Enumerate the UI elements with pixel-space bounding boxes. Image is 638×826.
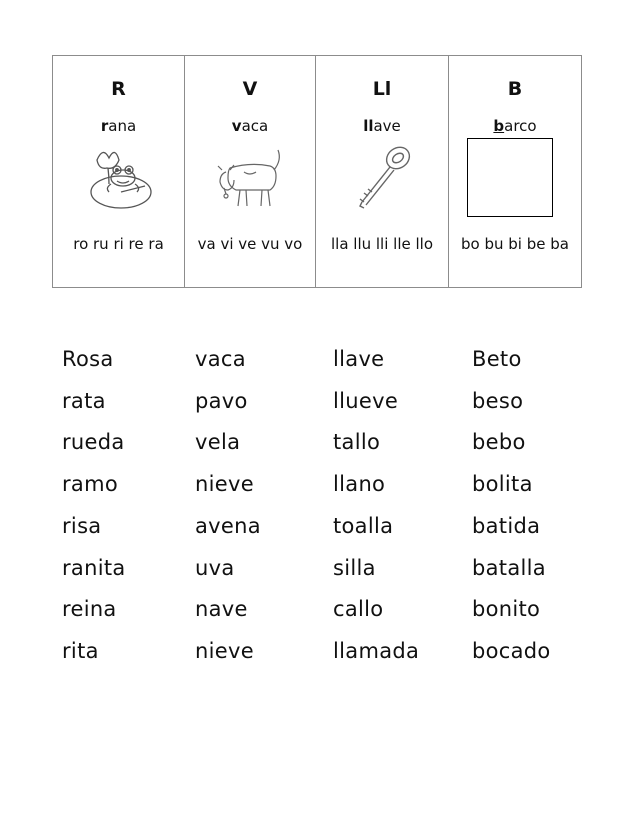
list-item: nieve bbox=[195, 638, 254, 663]
letter-table bbox=[52, 55, 582, 288]
list-item: batalla bbox=[472, 555, 546, 580]
word-list-ll bbox=[333, 339, 419, 673]
list-item: vaca bbox=[195, 347, 246, 371]
word-rest: ave bbox=[373, 117, 401, 135]
word-list-b bbox=[472, 339, 551, 673]
list-item: callo bbox=[333, 597, 384, 622]
list-item: bolita bbox=[472, 472, 533, 497]
key-icon bbox=[316, 138, 448, 218]
word-rest: aca bbox=[241, 117, 269, 135]
list-item: avena bbox=[195, 513, 261, 538]
list-item: toalla bbox=[333, 513, 394, 538]
column-ll bbox=[316, 56, 449, 287]
list-item: rata bbox=[62, 388, 106, 413]
list-item: llamada bbox=[333, 638, 420, 663]
list-item: nave bbox=[195, 597, 248, 622]
empty-picture-box bbox=[467, 138, 553, 217]
list-item: bocado bbox=[472, 638, 551, 663]
list-item: bonito bbox=[472, 597, 541, 622]
frog-on-lilypad-icon bbox=[53, 138, 184, 218]
example-word bbox=[449, 116, 581, 136]
list-item: vela bbox=[195, 430, 241, 455]
list-item: pavo bbox=[195, 388, 248, 413]
list-item: risa bbox=[62, 513, 102, 538]
list-item: nieve bbox=[195, 472, 254, 497]
letter-heading: V bbox=[242, 78, 258, 100]
syllables: ro ru ri re ra bbox=[73, 235, 164, 253]
list-item: rita bbox=[62, 638, 99, 663]
letter-heading: Ll bbox=[372, 78, 392, 100]
list-item: bebo bbox=[472, 430, 526, 455]
list-item: llueve bbox=[333, 388, 399, 413]
word-initial: ll bbox=[363, 117, 374, 135]
list-item: llave bbox=[333, 347, 385, 371]
word-rest: ana bbox=[108, 117, 137, 135]
word-list-v bbox=[195, 339, 261, 673]
list-item: beso bbox=[472, 388, 524, 413]
word-initial: r bbox=[100, 117, 109, 135]
list-item: uva bbox=[195, 555, 235, 580]
word-list-r bbox=[62, 339, 126, 673]
list-item: reina bbox=[62, 597, 117, 622]
syllables: va vi ve vu vo bbox=[197, 235, 303, 253]
word-initial: v bbox=[231, 117, 242, 135]
list-item: ramo bbox=[62, 472, 119, 497]
list-item: silla bbox=[333, 555, 376, 580]
column-b bbox=[449, 56, 581, 287]
list-item: tallo bbox=[333, 430, 381, 455]
example-word bbox=[53, 116, 184, 136]
list-item: Beto bbox=[472, 347, 522, 371]
syllables: lla llu lli lle llo bbox=[330, 235, 434, 253]
syllables: bo bu bi be ba bbox=[461, 235, 569, 253]
list-item: Rosa bbox=[62, 347, 114, 371]
cow-icon bbox=[185, 138, 315, 218]
letter-heading: B bbox=[507, 78, 523, 100]
example-word bbox=[185, 116, 315, 136]
list-item: batida bbox=[472, 513, 541, 538]
list-item: rueda bbox=[62, 430, 125, 455]
word-initial: b bbox=[493, 117, 505, 135]
column-r bbox=[53, 56, 185, 287]
list-item: ranita bbox=[62, 555, 126, 580]
column-v bbox=[185, 56, 316, 287]
letter-heading: R bbox=[111, 78, 126, 100]
example-word bbox=[316, 116, 448, 136]
word-rest: arco bbox=[504, 117, 537, 135]
list-item: llano bbox=[333, 472, 386, 497]
